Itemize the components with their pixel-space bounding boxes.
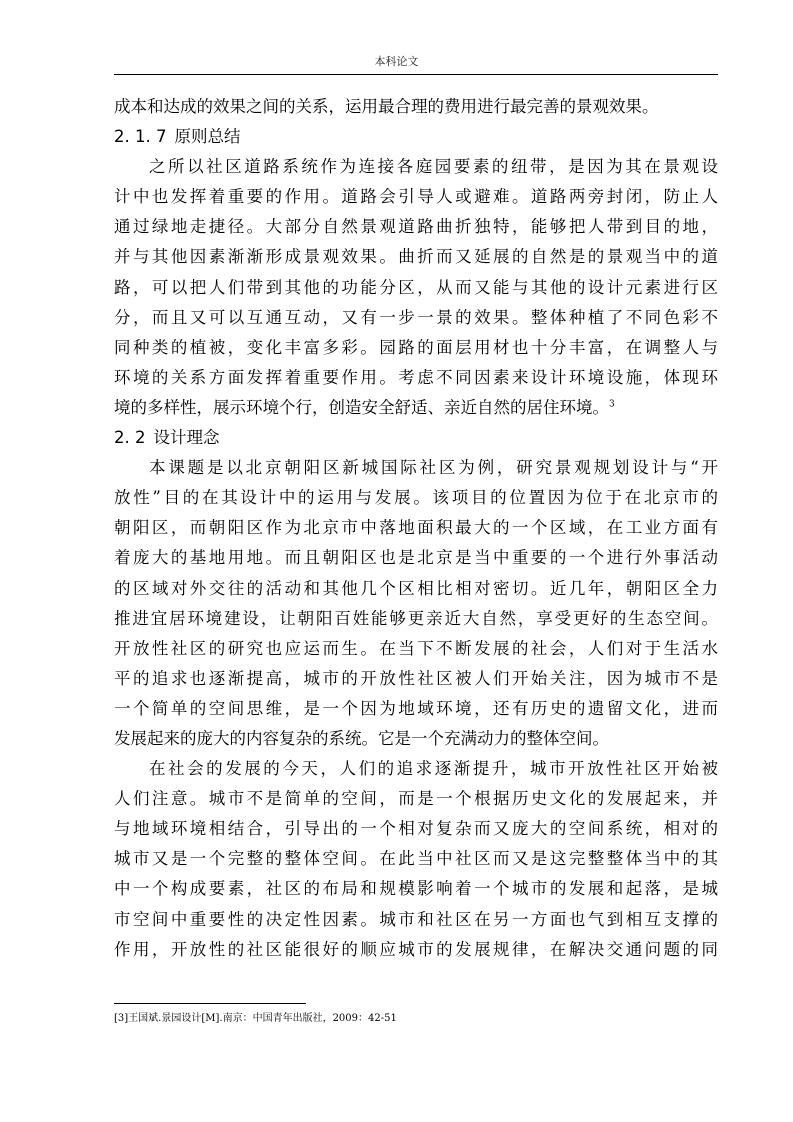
paragraph-line <box>114 935 718 965</box>
paragraph-first-line <box>114 152 718 182</box>
line-text: 计中也发挥着重要的作用。道路会引导人或避难。道路两旁封闭，防止人 <box>114 187 718 207</box>
line-text: 市空间中重要性的决定性因素。城市和社区在另一方面也气到相互支撑的 <box>114 909 718 929</box>
paragraph-line <box>114 483 718 513</box>
header-rule <box>114 74 718 75</box>
paragraph-line <box>114 92 718 122</box>
paragraph-line <box>114 182 718 212</box>
paragraph-line <box>114 664 718 694</box>
paragraph-line <box>114 874 718 904</box>
paragraph-line <box>114 814 718 844</box>
line-text: 人们注意。城市不是简单的空间，而是一个根据历史文化的发展起来，并 <box>114 789 718 809</box>
line-text: 本课题是以北京朝阳区新城国际社区为例，研究景观规划设计与“开 <box>149 458 718 478</box>
section-heading <box>114 122 718 152</box>
section-title: 原则总结 <box>174 127 241 147</box>
line-text: 之所以社区道路系统作为连接各庭园要素的纽带，是因为其在景观设 <box>149 157 718 177</box>
paragraph-line <box>114 784 718 814</box>
line-text: 作用，开放性的社区能很好的顺应城市的发展规律，在解决交通问题的同 <box>114 939 718 959</box>
line-text: 成本和达成的效果之间的关系，运用最合理的费用进行最完善的景观效果。 <box>114 97 659 116</box>
paragraph-line <box>114 543 718 573</box>
footnote-reference: 3 <box>609 399 615 410</box>
footnote-rule <box>114 1003 306 1004</box>
paragraph-line <box>114 212 718 242</box>
paragraph-line <box>114 604 718 634</box>
paragraph-first-line <box>114 453 718 483</box>
section-number: 2. 1. 7 <box>114 127 167 147</box>
line-text: 一个简单的空间思维，是一个因为地域环境，还有历史的遗留文化，进而 <box>114 698 718 718</box>
line-text: 通过绿地走捷径。大部分自然景观道路曲折独特，能够把人带到目的地， <box>114 217 718 237</box>
line-text: 开放性社区的研究也应运而生。在当下不断发展的社会，人们对于生活水 <box>114 638 718 658</box>
line-text: 并与其他因素渐渐形成景观效果。曲折而又延展的自然是的景观当中的道 <box>114 247 718 267</box>
line-text: 境的多样性，展示环境个行，创造安全舒适、亲近自然的居住环境。 <box>114 397 609 417</box>
paragraph-line <box>114 242 718 272</box>
paragraph-line <box>114 333 718 363</box>
line-text: 朝阳区，而朝阳区作为北京市中落地面积最大的一个区域，在工业方面有 <box>114 518 718 538</box>
line-text: 城市又是一个完整的整体空间。在此当中社区而又是这完整整体当中的其 <box>114 849 718 869</box>
line-text: 着庞大的基地用地。而且朝阳区也是北京是当中重要的一个进行外事活动 <box>114 548 718 568</box>
line-text: 发展起来的庞大的内容复杂的系统。它是一个充满动力的整体空间。 <box>114 728 609 748</box>
paragraph-line <box>114 694 718 724</box>
paragraph-line <box>114 363 718 393</box>
line-text: 平的追求也逐渐提高，城市的开放性社区被人们开始关注，因为城市不是 <box>114 668 718 688</box>
section-number: 2. 2 <box>114 428 146 448</box>
line-text: 放性”目的在其设计中的运用与发展。该项目的位置因为位于在北京市的 <box>114 488 718 508</box>
body-text <box>114 92 718 965</box>
paragraph-line <box>114 303 718 333</box>
line-text: 推进宜居环境建设，让朝阳百姓能够更亲近大自然，享受更好的生态空间。 <box>114 608 718 628</box>
line-text: 分，而且又可以互通互动，又有一步一景的效果。整体种植了不同色彩不 <box>114 307 718 327</box>
line-text: 与地域环境相结合，引导出的一个相对复杂而又庞大的空间系统，相对的 <box>114 819 718 839</box>
footnote: [3]王国斌.景园设计[M].南京：中国青年出版社，2009：42-51 <box>114 1013 397 1024</box>
section-heading <box>114 423 718 453</box>
paragraph-line <box>114 513 718 543</box>
paragraph-line <box>114 393 718 423</box>
line-text: 在社会的发展的今天，人们的追求逐渐提升，城市开放性社区开始被 <box>149 759 718 779</box>
paragraph-line <box>114 634 718 664</box>
paragraph-line <box>114 905 718 935</box>
line-text: 路，可以把人们带到其他的功能分区，从而又能与其他的设计元素进行区 <box>114 277 718 297</box>
paragraph-first-line <box>114 754 718 784</box>
paragraph-line <box>114 574 718 604</box>
paragraph-line <box>114 273 718 303</box>
section-title: 设计理念 <box>153 428 220 448</box>
line-text: 同种类的植被，变化丰富多彩。园路的面层用材也十分丰富，在调整人与 <box>114 337 718 357</box>
paragraph-line <box>114 844 718 874</box>
line-text: 的区域对外交往的活动和其他几个区相比相对密切。近几年，朝阳区全力 <box>114 578 718 598</box>
line-text: 环境的关系方面发挥着重要作用。考虑不同因素来设计环境设施，体现环 <box>114 367 718 387</box>
page-header-title: 本科论文 <box>374 55 419 68</box>
paragraph-line <box>114 724 718 754</box>
line-text: 中一个构成要素，社区的布局和规模影响着一个城市的发展和起落，是城 <box>114 879 718 899</box>
